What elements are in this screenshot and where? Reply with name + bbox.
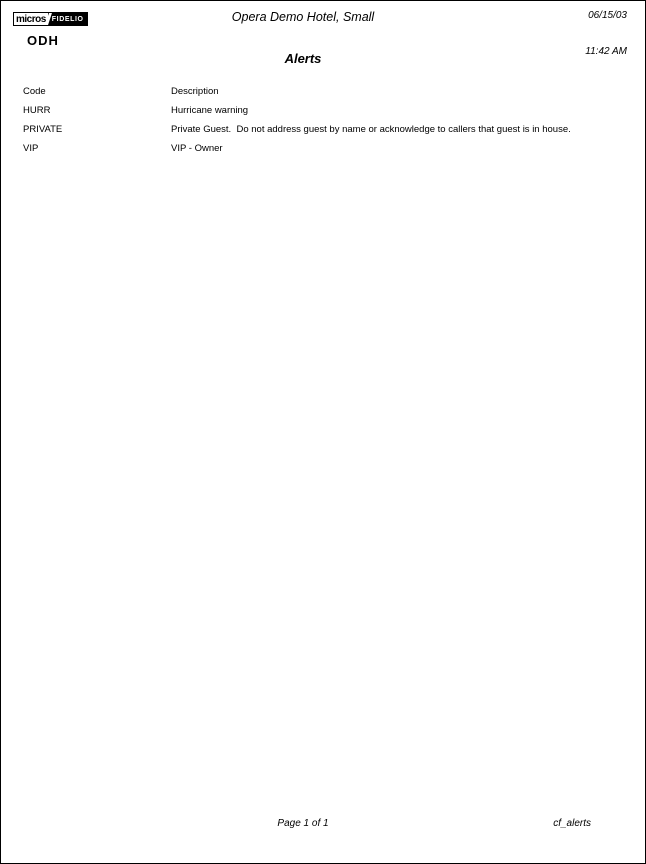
fidelio-brand-text: FIDELIO — [48, 13, 87, 25]
table-row — [23, 125, 625, 144]
alert-description-cell: Hurricane warning — [171, 105, 249, 116]
table-header-row — [23, 87, 625, 106]
alert-code-cell: HURR — [23, 105, 51, 116]
property-code: ODH — [27, 33, 59, 48]
alert-code-cell: PRIVATE — [23, 124, 63, 135]
alerts-table — [23, 87, 625, 163]
page-number-label: Page 1 of 1 — [277, 818, 329, 829]
report-title: Alerts — [284, 51, 322, 66]
alert-description-cell: VIP - Owner — [171, 143, 223, 154]
alert-code-cell: VIP — [23, 143, 39, 154]
report-time: 11:42 AM — [585, 46, 627, 57]
report-date: 06/15/03 — [588, 10, 627, 21]
alert-description-cell: Private Guest. Do not address guest by name or acknowledge to callers that guest is in house. — [171, 124, 571, 135]
hotel-name: Opera Demo Hotel, Small — [231, 10, 375, 24]
column-header-description: Description — [171, 86, 219, 97]
table-row — [23, 144, 625, 163]
alerts-table-body — [23, 106, 625, 163]
table-row — [23, 106, 625, 125]
micros-brand-text: micros — [16, 13, 46, 25]
column-header-code: Code — [23, 86, 46, 97]
report-id-label: cf_alerts — [553, 818, 591, 829]
